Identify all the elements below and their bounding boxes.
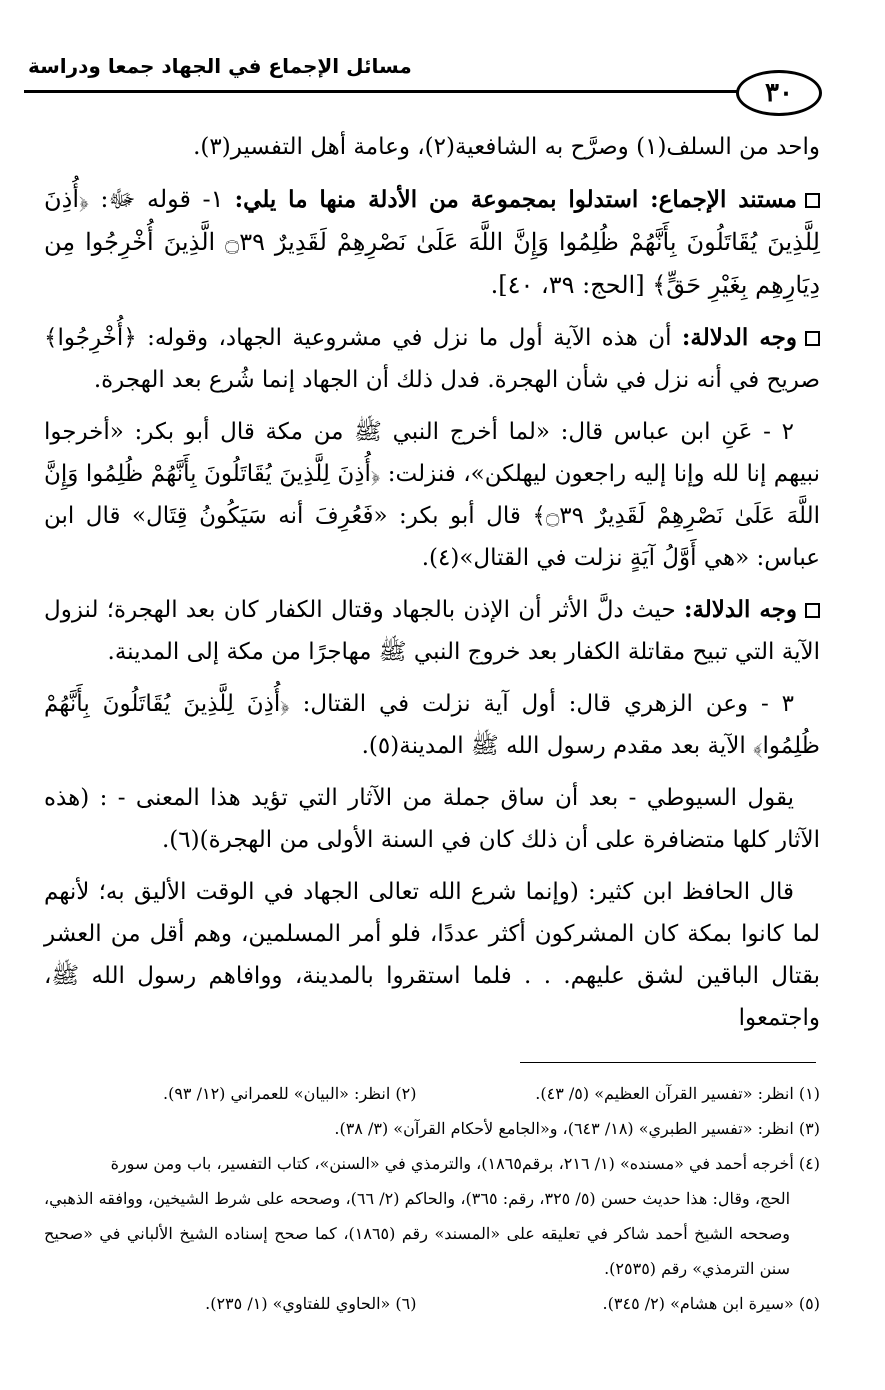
footnote-4-continuation: الحج، وقال: هذا حديث حسن (٥/ ٣٢٥، رقم: ٣٦٥)، والحاكم (٢/ ٦٦)، وصححه على شرط الشيخين، ووافقه الذهبي، وصححه الشيخ أحمد شاكر في تعليقه على «المسند» رقم (١٨٦٥)، كما صحح إسناده الشيخ الألباني في «صحيح سنن الترمذي» رقم (٢٥٣٥).: [44, 1189, 791, 1278]
footnote-rule: [520, 1062, 816, 1063]
footnote-row: [44, 1076, 820, 1111]
square-bullet-icon: [805, 603, 820, 618]
footnote-5: (٥) «سيرة ابن هشام» (٢/ ٣٤٥).: [602, 1294, 820, 1313]
paragraph-indication-1: [44, 317, 820, 401]
paragraph-evidence-2: ٢ - عَنِ ابن عباس قال: «لما أخرج النبي ﷺ من مكة قال أبو بكر: «أخرجوا نبيهم إنا لله وإنا إليه راجعون ليهلكن»، فنزلت: ﴿أُذِنَ لِلَّذِينَ يُقَاتَلُونَ بِأَنَّهُمْ ظُلِمُوا وَإِنَّ اللَّهَ عَلَىٰ نَصْرِهِمْ لَقَدِيرٌ ۝٣٩﴾ قال أبو بكر: «فَعُرِفَ أنه سَيَكُونُ قِتَال» قال ابن عباس: «هي أَوَّلُ آيَةٍ نزلت في القتال»(٤).: [44, 419, 820, 571]
heading-indication: وجه الدلالة:: [683, 596, 798, 623]
paragraph-ibn-kathir-quote: قال الحافظ ابن كثير: (وإنما شرع الله تعالى الجهاد في الوقت الأليق به؛ لأنهم لما كانوا بمكة كان المشركون أكثر عددًا، فلو أمر المسلمين، وهم أقل من العشر بقتال الباقين لشق عليهم. . . فلما استقروا بالمدينة، ووافاهم رسول الله ﷺ، واجتمعوا: [44, 879, 820, 1031]
footnote-row: [44, 1286, 820, 1321]
indication-text: حيث دلَّ الأثر أن الإذن بالجهاد وقتال الكفار كان بعد الهجرة؛ لنزول الآية التي تبيح مقاتلة الكفار بعد خروج النبي ﷺ مهاجرًا من مكة إلى المدينة.: [44, 597, 820, 665]
footnote-1: (١) انظر: «تفسير القرآن العظيم» (٥/ ٤٣).: [535, 1084, 820, 1103]
paragraph-evidence-3: ٣ - وعن الزهري قال: أول آية نزلت في القتال: ﴿أُذِنَ لِلَّذِينَ يُقَاتَلُونَ بِأَنَّهُمْ ظُلِمُوا﴾ الآية بعد مقدم رسول الله ﷺ المدينة(٥).: [44, 691, 820, 759]
header-rule: [24, 90, 762, 93]
square-bullet-icon: [805, 331, 820, 346]
paragraph-indication-2: [44, 589, 820, 673]
page-number: ٣٠: [736, 70, 822, 116]
main-text: [44, 126, 820, 1049]
heading-evidence: مستند الإجماع: استدلوا بمجموعة من الأدلة منها ما يلي:: [234, 186, 798, 213]
footnote-3: (٣) انظر: «تفسير الطبري» (١٨/ ٦٤٣)، و«الجامع لأحكام القرآن» (٣/ ٣٨).: [334, 1119, 820, 1138]
footnote-6: (٦) «الحاوي للفتاوي» (١/ ٢٣٥).: [205, 1294, 417, 1313]
paragraph-suyuti-quote: يقول السيوطي - بعد أن ساق جملة من الآثار التي تؤيد هذا المعنى - : (هذه الآثار كلها متضافرة على أن ذلك كان في السنة الأولى من الهجرة)(٦).: [44, 785, 820, 853]
heading-indication: وجه الدلالة:: [681, 324, 797, 351]
quran-verse-text: ١- قوله ﷻ: ﴿أُذِنَ لِلَّذِينَ يُقَاتَلُونَ بِأَنَّهُمْ ظُلِمُوا وَإِنَّ اللَّهَ عَلَىٰ نَصْرِهِمْ لَقَدِيرٌ ۝٣٩ الَّذِينَ أُخْرِجُوا مِن دِيَارِهِم بِغَيْرِ حَقٍّ﴾ [الحج: ٣٩، ٤٠].: [44, 185, 820, 299]
footnote-2: (٢) انظر: «البيان» للعمراني (١٢/ ٩٣).: [162, 1084, 417, 1103]
running-title: مسائل الإجماع في الجهاد جمعا ودراسة: [28, 54, 412, 78]
paragraph-consensus-sources: واحد من السلف(١) وصرَّح به الشافعية(٢)، وعامة أهل التفسير(٣).: [193, 134, 820, 160]
square-bullet-icon: [805, 193, 820, 208]
footnotes: [44, 1076, 820, 1321]
footnote-4-first-line: (٤) أخرجه أحمد في «مسنده» (١/ ٢١٦، برقم١٨٦٥)، والترمذي في «السنن»، كتاب التفسير، باب ومن سورة: [110, 1154, 820, 1173]
indication-text: أن هذه الآية أول ما نزل في مشروعية الجهاد، وقوله: ﴿أُخْرِجُوا﴾ صريح في أنه نزل في شأن الهجرة. فدل ذلك أن الجهاد إنما شُرع بعد الهجرة.: [44, 325, 820, 393]
paragraph-evidence-1: [44, 178, 820, 307]
